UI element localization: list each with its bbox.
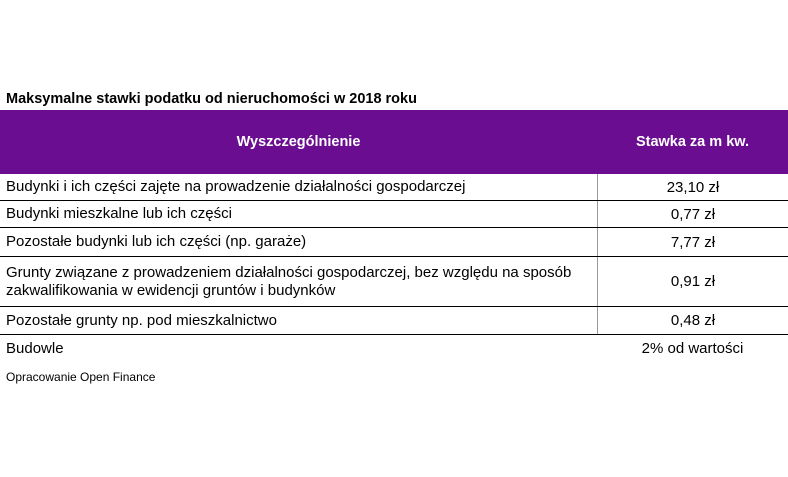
- source-note: Opracowanie Open Finance: [6, 370, 156, 384]
- tax-rates-table: [0, 110, 788, 362]
- column-header-item: Wyszczególnienie: [236, 134, 361, 150]
- column-header-rate: Stawka za m kw.: [635, 134, 750, 150]
- row-item-cell: Budynki mieszkalne lub ich części: [6, 205, 232, 222]
- row-rate-cell: 2% od wartości: [641, 340, 744, 357]
- row-item-cell: Budynki i ich części zajęte na prowadzenie działalności gospodarczej: [6, 178, 466, 195]
- table-row: [0, 201, 788, 228]
- table-row: [0, 174, 788, 201]
- table-title: Maksymalne stawki podatku od nieruchomości w 2018 roku: [6, 91, 417, 107]
- row-item-cell: Pozostałe grunty np. pod mieszkalnictwo: [6, 311, 277, 329]
- row-rate-cell: 23,10 zł: [597, 174, 788, 200]
- row-rate-cell: 7,77 zł: [597, 228, 788, 256]
- row-item-cell: Grunty związane z prowadzeniem działalności gospodarczej, bez względu na sposób zakwalifikowania w ewidencji gruntów i budynków: [6, 263, 572, 299]
- row-rate-cell: 0,48 zł: [597, 307, 788, 334]
- row-rate-cell: 0,77 zł: [597, 201, 788, 227]
- table-row: [0, 228, 788, 257]
- table-header: [0, 110, 788, 174]
- row-item-cell: Pozostałe budynki lub ich części (np. garaże): [6, 233, 307, 250]
- row-rate-cell: 0,91 zł: [597, 257, 788, 306]
- table-row: [0, 335, 788, 362]
- table-row: [0, 307, 788, 335]
- row-item-cell: Budowle: [6, 339, 64, 357]
- table-row: [0, 257, 788, 307]
